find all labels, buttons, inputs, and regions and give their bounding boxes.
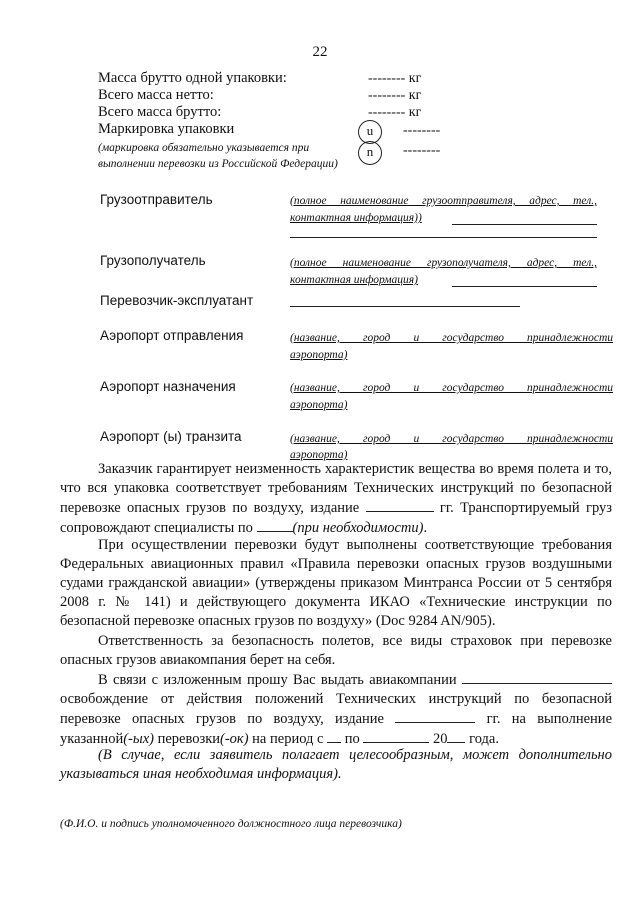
gross-total-label: Всего масса брутто: [98,104,222,120]
marking-n-dash: -------- [403,143,441,158]
carrier-label: Перевозчик-эксплуатант [100,293,254,308]
carrier-line [290,306,520,307]
shipper-hint-2: контактная информация)) [290,212,422,224]
departure-label: Аэропорт отправления [100,328,244,343]
paragraph-guarantee: Заказчик гарантирует неизменность характеристик вещества во время полета и то, что вся упаковка соответствует требованиям Технических инструкций по безопасной перевозке опасных грузов по воздуху, издание гг. Транспортируемый груз сопровождают специалисты по (при необходимости). [60,461,613,536]
departure-hint-2: аэропорта) [290,349,348,361]
paragraph-additional-info: (В случае, если заявитель полагает целесообразным, может дополнительно указываться иная необходимая информация). [60,747,612,782]
shipper-label: Грузоотправитель [100,192,213,207]
year-blank [447,729,465,743]
consignee-hint-1: (полное наименование грузополучателя, адрес, тел., [290,257,597,269]
paragraph-responsibility: Ответственность за безопасность полетов, все виды страховок при перевозке опасных грузов авиакомпания берет на себя. [60,633,612,668]
consignee-label: Грузополучатель [100,253,206,268]
marking-note-2: выполнении перевозки из Российской Федерации) [98,158,338,170]
gross-one-label: Масса брутто одной упаковки: [98,70,287,86]
edition-blank-2 [395,709,475,723]
gross-total-value: -------- кг [368,105,422,120]
shipper-line-a [452,224,597,225]
signature-caption: (Ф.И.О. и подпись уполномоченного должностного лица перевозчика) [60,818,402,830]
shipper-hint-1: (полное наименование грузоотправителя, адрес, тел., [290,195,597,207]
destination-label: Аэропорт назначения [100,379,236,394]
transit-hint-2: аэропорта) [290,449,348,461]
specialists-blank [257,518,293,532]
transit-label: Аэропорт (ы) транзита [100,429,242,444]
airline-blank [462,670,612,684]
marking-note-1: (маркировка обязательно указывается при [98,142,310,154]
paragraph-requirements: При осуществлении перевозки будут выполнены соответствующие требования Федеральных авиационных правил «Правила перевозки опасных грузов воздушными судами гражданской авиации» (утверждены приказом Минтранса России от 5 сентября 2008 г. № 141) и действующего документа ИКАО «Технические инструкции по безопасной перевозке опасных грузов по воздуху» (Doc 9284 AN/905). [60,537,612,629]
transit-hint-1: (название, город и государство принадлежности [290,433,613,445]
period-from-blank [327,729,341,743]
marking-u-symbol: u [358,120,382,144]
consignee-hint-2: контактная информация) [290,274,418,286]
marking-label: Маркировка упаковки [98,121,235,137]
net-total-label: Всего масса нетто: [98,87,214,103]
consignee-line [452,286,597,287]
destination-hint-1: (название, город и государство принадлежности [290,382,613,394]
paragraph-request: В связи с изложенным прошу Вас выдать авиакомпании освобождение от действия положений Технических инструкций по безопасной перевозке опасных грузов по воздуху, издание гг. на выполнение указанной(-ых) перевозки(-ок) на период с по 20 года. [60,672,613,747]
marking-n-symbol: n [358,141,382,165]
gross-one-value: -------- кг [368,71,422,86]
page-number: 22 [312,44,328,60]
edition-blank-1 [366,498,434,512]
destination-hint-2: аэропорта) [290,399,348,411]
shipper-line-b [290,237,597,238]
departure-hint-1: (название, город и государство принадлежности [290,332,613,344]
marking-u-dash: -------- [403,123,441,138]
period-to-blank [363,729,429,743]
net-total-value: -------- кг [368,88,422,103]
